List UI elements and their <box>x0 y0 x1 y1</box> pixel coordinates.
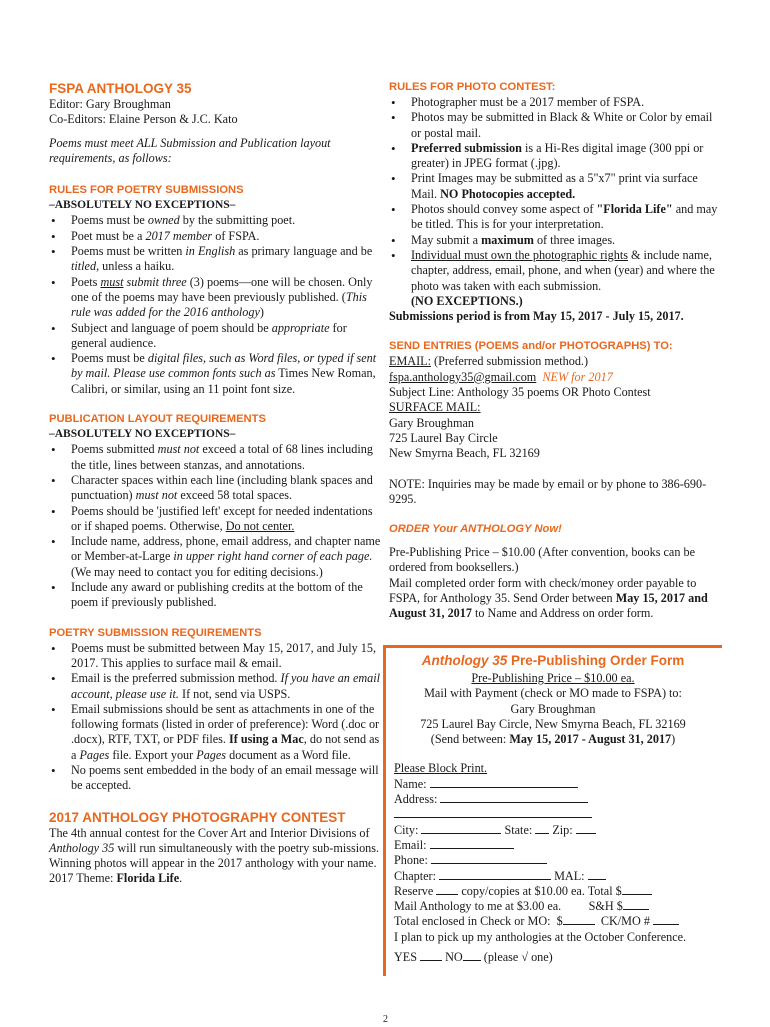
intro-text: Poems must meet ALL Submission and Publication layout requirements, as follows: <box>49 135 331 165</box>
list-item: • Poet must be a 2017 member of FSPA. <box>49 229 384 244</box>
mail-street: 725 Laurel Bay Circle <box>389 430 498 445</box>
page-number: 2 <box>383 1014 388 1025</box>
form-mail-with: Mail with Payment (check or MO made to FSPA) to: <box>424 686 682 701</box>
list-item: • Subject and language of poem should be appropriate for general audience. <box>49 321 384 352</box>
email-link[interactable]: fspa.anthology35@gmail.com <box>389 369 537 384</box>
editor-line: Editor: Gary Broughman <box>49 97 171 111</box>
list-item: • Include any award or publishing credits at the bottom of the poem if previously published. <box>49 580 384 611</box>
list-item: • Email is the preferred submission method. If you have an email account, please use it. If not, send via USPS. <box>49 671 384 702</box>
photo-contest-text: The 4th annual contest for the Cover Art and Interior Divisions of Anthology 35 will run simultaneously with the poetry sub-missions. Winning photos will appear in the 2017 anthology with your name. <box>49 825 380 871</box>
list-item: • Poems should be 'justified left' except for needed indentations or if shaped poems. Otherwise, Do not center. <box>49 504 384 535</box>
list-item: • Character spaces within each line (including blank spaces and punctuation) must not exceed 58 total spaces. <box>49 473 384 504</box>
total-field[interactable]: Total enclosed in Check or MO: $ CK/MO # <box>394 914 712 929</box>
anthology-title: FSPA ANTHOLOGY 35 <box>49 81 192 96</box>
subject-line: Subject Line: Anthology 35 poems OR Photo Contest <box>389 385 651 400</box>
order-instructions: Mail completed order form with check/money order payable to FSPA, for Anthology 35. Send Order between May 15, 2017 and August 31, 2017 to Name and Address on order form. <box>389 575 708 621</box>
send-entries-heading: SEND ENTRIES (POEMS and/or PHOTOGRAPHS) TO: <box>389 340 673 353</box>
pickup-note: I plan to pick up my anthologies at the October Conference. <box>394 929 687 944</box>
list-item: • Individual must own the photographic rights & include name, chapter, address, email, phone, and when (year) and where the photo was taken with each submission. (NO EXCEPTIONS.) <box>389 248 721 309</box>
poetry-rules-list <box>49 213 384 397</box>
photo-theme: 2017 Theme: Florida Life. <box>49 871 183 886</box>
email-field[interactable]: Email: <box>394 838 712 853</box>
left-column <box>49 80 384 887</box>
form-price: Pre-Publishing Price – $10.00 ea. <box>471 671 635 685</box>
form-name: Gary Broughman <box>510 701 596 716</box>
mail-name: Gary Broughman <box>389 415 474 430</box>
email-label-line: EMAIL: (Preferred submission method.) <box>389 354 589 369</box>
name-field[interactable]: Name: <box>394 777 712 792</box>
photo-rules-heading: RULES FOR PHOTO CONTEST: <box>389 81 556 93</box>
list-item: • Poems submitted must not exceed a total of 68 lines including the title, lines between stanzas, and annotations. <box>49 442 384 473</box>
list-item: • Poems must be owned by the submitting poet. <box>49 213 384 228</box>
photo-rules-list <box>389 95 721 309</box>
order-form <box>383 645 722 976</box>
surface-mail-label: SURFACE MAIL: <box>389 400 481 415</box>
list-item: • Print Images may be submitted as a 5"x7" print via surface Mail. NO Photocopies accepted. <box>389 171 721 202</box>
list-item: • May submit a maximum of three images. <box>389 233 721 248</box>
layout-rules-subheading: –ABSOLUTELY NO EXCEPTIONS– <box>49 428 236 441</box>
email-line <box>389 370 721 385</box>
list-item: • Preferred submission is a Hi-Res digital image (300 ppi or greater) in JPEG format (.jpg). <box>389 141 721 172</box>
list-item: • Include name, address, phone, email address, and chapter name or Member-at-Large in upper right hand corner of each page. (We may need to contact you for editing decisions.) <box>49 534 384 580</box>
yes-no-field[interactable]: YES NO (please √ one) <box>394 950 553 965</box>
inquiries-note: NOTE: Inquiries may be made by email or by phone to 386-690-9295. <box>389 476 707 506</box>
list-item: • No poems sent embedded in the body of an email message will be accepted. <box>49 763 384 794</box>
order-form-title: Anthology 35 Pre-Publishing Order Form <box>421 653 685 668</box>
coeditors-line: Co-Editors: Elaine Person & J.C. Kato <box>49 112 238 127</box>
chapter-field[interactable]: Chapter: MAL: <box>394 869 712 884</box>
submission-reqs-list <box>49 641 384 794</box>
list-item: • Poems must be digital files, such as Word files, or typed if sent by mail. Please use common fonts such as Times New Roman, Calibri, or similar, using an 11 point font size. <box>49 351 384 397</box>
order-heading: ORDER Your ANTHOLOGY Now! <box>389 523 562 536</box>
list-item: • Poems must be submitted between May 15, 2017, and July 15, 2017. This applies to surface mail & email. <box>49 641 384 672</box>
list-item: • Email submissions should be sent as attachments in one of the following formats (listed in order of preference): Word (.doc or .docx), RTF, TXT, or PDF files. If using a Mac, do not send as a Pages file. Export your Pages document as a Word file. <box>49 702 384 763</box>
list-item: • Photographer must be a 2017 member of FSPA. <box>389 95 721 110</box>
address-field[interactable]: Address: <box>394 792 712 807</box>
list-item: • Photos may be submitted in Black & White or Color by email or postal mail. <box>389 110 721 141</box>
city-state-zip-field[interactable]: City: State: Zip: <box>394 823 712 838</box>
layout-rules-list <box>49 442 384 610</box>
poetry-rules-subheading: –ABSOLUTELY NO EXCEPTIONS– <box>49 199 236 212</box>
address-field-2[interactable] <box>394 807 712 822</box>
list-item: • Poets must submit three (3) poems—one will be chosen. Only one of the poems may have been previously published. (This rule was added for the 2016 anthology) <box>49 275 384 321</box>
photo-contest-heading: 2017 ANTHOLOGY PHOTOGRAPHY CONTEST <box>49 809 346 825</box>
submission-reqs-heading: POETRY SUBMISSION REQUIREMENTS <box>49 626 262 639</box>
phone-field[interactable]: Phone: <box>394 853 712 868</box>
form-address: 725 Laurel Bay Circle, New Smyrna Beach, FL 32169 <box>420 716 686 731</box>
block-print-note: Please Block Print. <box>394 761 488 776</box>
mail-city: New Smyrna Beach, FL 32169 <box>389 446 540 461</box>
shipping-field[interactable]: Mail Anthology to me at $3.00 ea. S&H $ <box>394 899 712 914</box>
form-send-between: (Send between: May 15, 2017 - August 31, 2017) <box>430 732 676 747</box>
reserve-field[interactable]: Reserve copy/copies at $10.00 ea. Total $ <box>394 884 712 899</box>
new-badge: NEW for 2017 <box>542 369 613 384</box>
list-item: • Photos should convey some aspect of "Florida Life" and may be titled. This is for your interpretation. <box>389 202 721 233</box>
right-column <box>389 80 721 622</box>
poetry-rules-heading: RULES FOR POETRY SUBMISSIONS <box>49 184 244 197</box>
order-price-text: Pre-Publishing Price – $10.00 (After convention, books can be ordered from booksellers.) <box>389 545 695 575</box>
submission-period: Submissions period is from May 15, 2017 - July 15, 2017. <box>389 309 684 324</box>
list-item: • Poems must be written in English as primary language and be titled, unless a haiku. <box>49 244 384 275</box>
layout-rules-heading: PUBLICATION LAYOUT REQUIREMENTS <box>49 413 266 426</box>
